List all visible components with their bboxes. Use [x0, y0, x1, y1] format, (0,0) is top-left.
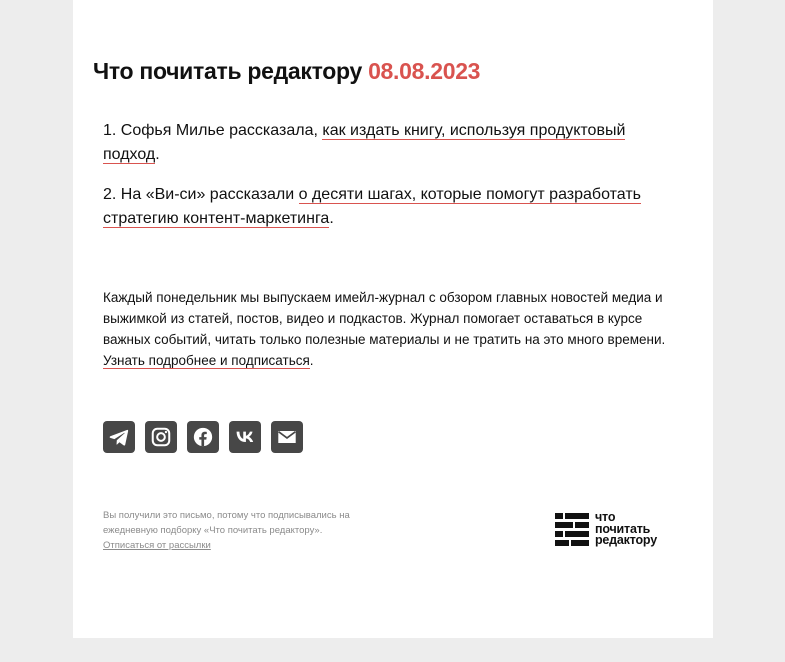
social-links	[103, 421, 303, 453]
vk-button[interactable]	[229, 421, 261, 453]
telegram-button[interactable]	[103, 421, 135, 453]
footer-notice	[103, 508, 383, 553]
vk-icon	[234, 426, 256, 448]
article-link[interactable]: о десяти шагах, которые помогут разработать стратегию контент-маркетинга	[103, 186, 641, 227]
subscribe-link[interactable]: Узнать подробнее и подписаться	[103, 353, 310, 368]
logo-line: редактору	[595, 533, 657, 547]
logo-line: что	[595, 510, 616, 524]
telegram-icon	[108, 426, 130, 448]
instagram-button[interactable]	[145, 421, 177, 453]
email-button[interactable]	[271, 421, 303, 453]
email-icon	[276, 426, 298, 448]
facebook-icon	[192, 426, 214, 448]
unsubscribe-link[interactable]: Отписаться от рассылки	[103, 540, 211, 551]
facebook-button[interactable]	[187, 421, 219, 453]
list-item	[103, 183, 663, 231]
about-suffix: .	[309, 353, 314, 368]
instagram-icon	[150, 426, 172, 448]
item-text: 1. Софья Милье рассказала,	[103, 122, 323, 139]
logo-mark-icon	[555, 513, 589, 547]
about-paragraph	[103, 287, 688, 371]
item-suffix: .	[155, 146, 160, 163]
article-link[interactable]: как издать книгу, используя продуктовый подход	[103, 122, 626, 163]
logo-wordmark	[595, 512, 657, 547]
list-item	[103, 119, 663, 167]
item-text: 2. На «Ви-си» рассказали	[103, 186, 299, 203]
brand-logo	[555, 512, 685, 548]
title-text: Что почитать редактору	[93, 58, 362, 84]
issue-date: 08.08.2023	[368, 58, 481, 84]
logo-line: почитать	[595, 521, 651, 536]
about-text: Каждый понедельник мы выпускаем имейл-журнал с обзором главных новостей медиа и выжимкой из статей, постов, видео и подкастов. Журнал помогает оставаться в курсе важных событий, читать только полезные материалы и не тратить на это много времени.	[103, 290, 666, 347]
article-list	[103, 119, 663, 247]
subscription-notice: Вы получили это письмо, потому что подписывались на ежедневную подборку «Что почитать редактору».	[103, 510, 350, 536]
email-card	[73, 0, 713, 638]
item-suffix: .	[329, 210, 334, 227]
page-title	[93, 58, 480, 85]
